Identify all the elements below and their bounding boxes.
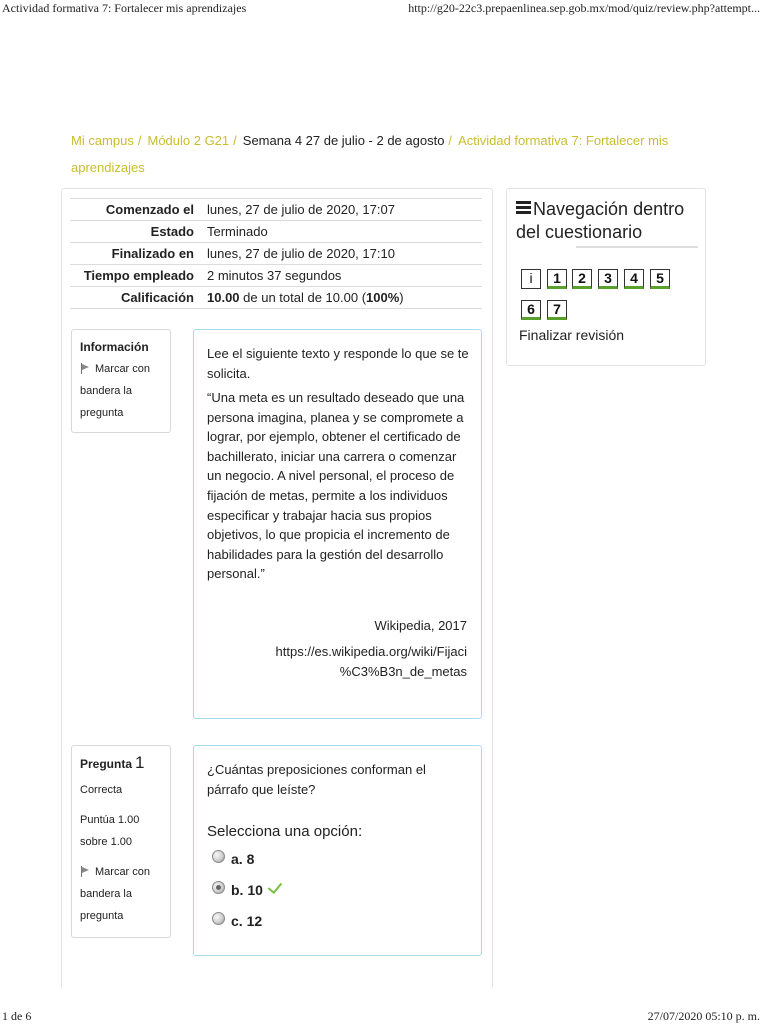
answer-option-c[interactable]	[212, 911, 262, 931]
question-grade	[80, 809, 162, 853]
flag-label: bandera la	[80, 385, 132, 397]
flag-icon	[80, 363, 90, 374]
grade-close: )	[399, 290, 404, 305]
grade-total: de un total de 10.00 (	[239, 290, 367, 305]
nav-divider	[576, 246, 698, 248]
info-block-content	[193, 329, 482, 719]
summary-row-started	[70, 199, 482, 221]
quiz-navigation-block	[506, 188, 706, 366]
summary-value: lunes, 27 de julio de 2020, 17:07	[207, 199, 482, 221]
print-datetime: 27/07/2020 05:10 p. m.	[647, 1009, 760, 1023]
flag-label: bandera la	[80, 888, 132, 900]
question-state: Correcta	[80, 784, 123, 796]
citation-url-line: %C3%B3n_de_metas	[339, 663, 467, 679]
print-footer	[0, 1009, 768, 1025]
summary-value: Terminado	[207, 221, 482, 243]
answer-prompt: Selecciona una opción:	[207, 823, 363, 840]
flag-label: pregunta	[80, 407, 124, 419]
question-grade-line: sobre 1.00	[80, 836, 132, 848]
flag-question-link[interactable]	[80, 358, 162, 424]
attempt-summary-table	[70, 198, 482, 309]
answer-option-b[interactable]	[212, 880, 279, 900]
flag-icon	[80, 866, 90, 877]
breadcrumb-item-actividad[interactable]: Actividad formativa 7: Fortalecer mis aprendizajes	[71, 133, 669, 175]
summary-row-finished	[70, 243, 482, 265]
question-text: ¿Cuántas preposiciones conforman el párrafo que leíste?	[207, 762, 426, 797]
question-number-label	[80, 752, 162, 775]
breadcrumb-item-modulo[interactable]: Módulo 2 G21	[147, 133, 230, 148]
nav-button-info[interactable]: i	[521, 269, 541, 289]
nav-button-3[interactable]: 3	[598, 269, 618, 289]
flag-label: pregunta	[80, 910, 124, 922]
breadcrumb-separator: /	[233, 133, 237, 148]
grade-value	[207, 287, 482, 309]
summary-value: lunes, 27 de julio de 2020, 17:10	[207, 243, 482, 265]
radio-button[interactable]	[212, 912, 225, 925]
correct-check-icon	[268, 879, 282, 894]
quiz-navigation-title	[516, 198, 700, 244]
summary-row-state	[70, 221, 482, 243]
summary-row-time	[70, 265, 482, 287]
radio-button[interactable]	[212, 850, 225, 863]
summary-label: Estado	[70, 221, 207, 243]
question-1-meta	[71, 745, 171, 938]
citation-url-line: https://es.wikipedia.org/wiki/Fijaci	[275, 644, 467, 659]
summary-label: Finalizado en	[70, 243, 207, 265]
breadcrumb-item-semana: Semana 4 27 de julio - 2 de agosto	[242, 133, 445, 148]
answer-option-label: b. 10	[231, 882, 263, 898]
print-header	[0, 0, 768, 18]
grade-score: 10.00	[207, 290, 240, 305]
finish-review-link[interactable]: Finalizar revisión	[519, 327, 625, 343]
question-grade-line: Puntúa 1.00	[80, 814, 140, 826]
breadcrumb-item-mi-campus[interactable]: Mi campus	[71, 133, 134, 148]
question-label: Pregunta	[80, 757, 133, 771]
radio-button[interactable]	[212, 881, 225, 894]
summary-label: Comenzado el	[70, 199, 207, 221]
flag-question-link[interactable]	[80, 861, 162, 927]
summary-label: Calificación	[70, 287, 207, 309]
flag-label: Marcar con	[95, 363, 151, 375]
breadcrumb	[71, 127, 691, 181]
print-page-title: Actividad formativa 7: Fortalecer mis aprendizajes	[2, 1, 247, 15]
print-page-number: 1 de 6	[2, 1009, 32, 1023]
nav-button-2[interactable]: 2	[572, 269, 592, 289]
answer-option-a[interactable]	[212, 849, 254, 869]
nav-button-4[interactable]: 4	[624, 269, 644, 289]
breadcrumb-separator: /	[137, 133, 142, 148]
info-quote-text: “Una meta es un resultado deseado que una persona imagina, planea y se compromete a lograr, por ejemplo, obtener el certificado de bachillerato, iniciar una carrera o comenzar un negocio. A nivel personal, el proceso de fijación de metas, permite a los individuos especificar y trabajar hacia sus propios objetivos, lo que propicia el incremento de habilidades para la gestión del desarrollo personal.”	[207, 390, 465, 582]
breadcrumb-separator: /	[448, 133, 453, 148]
flag-label: Marcar con	[95, 866, 151, 878]
info-block-meta	[71, 329, 171, 433]
grade-percent: 100%	[366, 290, 400, 305]
summary-row-grade	[70, 287, 482, 309]
print-page-url: http://g20-22c3.prepaenlinea.sep.gob.mx/mod/quiz/review.php?attempt...	[408, 1, 760, 15]
nav-button-7[interactable]: 7	[547, 300, 567, 320]
question-number: 1	[135, 753, 145, 772]
answer-option-label: a. 8	[231, 851, 255, 867]
citation-url	[247, 642, 467, 681]
question-1-content	[193, 745, 482, 956]
summary-label: Tiempo empleado	[70, 265, 207, 287]
info-intro-text: Lee el siguiente texto y responde lo que se te solicita.	[207, 346, 469, 381]
hamburger-menu-icon	[516, 201, 531, 214]
nav-button-1[interactable]: 1	[547, 269, 567, 289]
info-block-title: Información	[80, 340, 149, 354]
quiz-navigation-title-text: Navegación dentro del cuestionario	[516, 199, 685, 242]
nav-button-5[interactable]: 5	[650, 269, 670, 289]
summary-value: 2 minutos 37 segundos	[207, 265, 482, 287]
answer-option-label: c. 12	[231, 913, 263, 929]
nav-button-6[interactable]: 6	[521, 300, 541, 320]
citation-source: Wikipedia, 2017	[374, 618, 467, 633]
